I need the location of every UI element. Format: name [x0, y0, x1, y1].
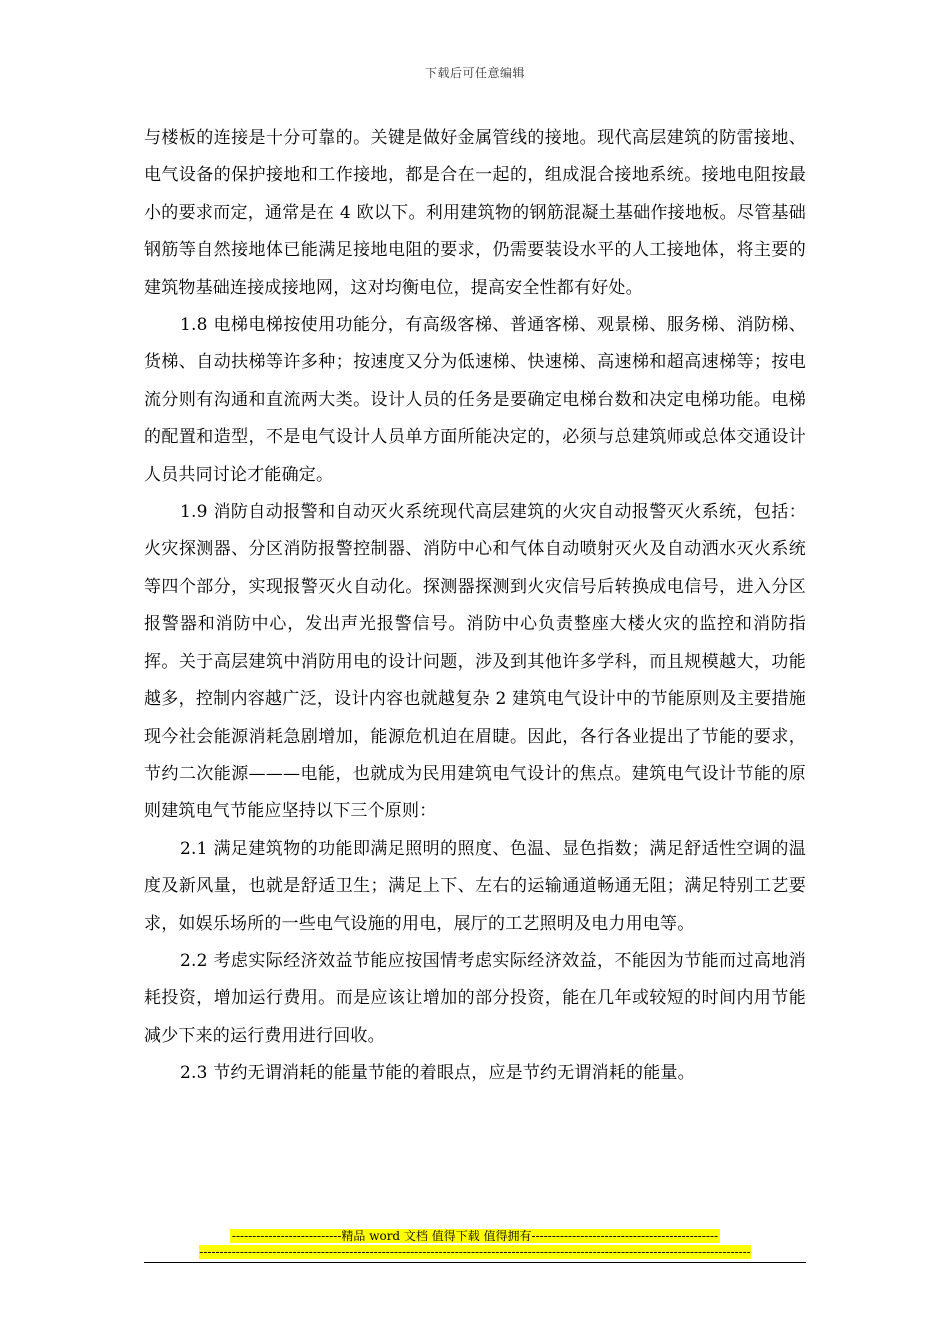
paragraph-grounding: 与楼板的连接是十分可靠的。关键是做好金属管线的接地。现代高层建筑的防雷接地、电气设备的保护接地和工作接地，都是合在一起的，组成混合接地系统。接地电阻按最小的要求而定，通常是在 4 欧以下。利用建筑物的钢筋混凝土基础作接地板。尽管基础钢筋等自然接地体已能满足接地电阻的要求，仍需要装设水平的人工接地体，将主要的建筑物基础连接成接地网，这对均衡电位，提高安全性都有好处。	[144, 128, 806, 298]
paragraph-building-function: 2.1 满足建筑物的功能即满足照明的照度、色温、显色指数；满足舒适性空调的温度及新风量，也就是舒适卫生；满足上下、左右的运输通道畅通无阻；满足特别工艺要求，如娱乐场所的一些电气设施的用电，展厅的工艺照明及电力用电等。	[144, 838, 806, 934]
footer-banner-line1	[144, 1228, 806, 1244]
footer-divider	[144, 1262, 806, 1263]
footer-banner-dashes: ----------------------------------------------------------------------------------------------------------------------------------------	[199, 1245, 751, 1259]
footer-banner	[144, 1228, 806, 1260]
paragraph-economic-benefit: 2.2 考虑实际经济效益节能应按国情考虑实际经济效益，不能因为节能而过高地消耗投资，增加运行费用。而是应该让增加的部分投资，能在几年或较短的时间内用节能减少下来的运行费用进行回收。	[144, 950, 806, 1046]
footer-banner-text: ---------------------------精品 word 文档 值得下载 值得拥有----------------------------------------------	[231, 1229, 719, 1243]
paragraph-save-energy: 2.3 节约无谓消耗的能量节能的着眼点，应是节约无谓消耗的能量。	[180, 1063, 695, 1084]
paragraph-elevator: 1.8 电梯电梯按使用功能分，有高级客梯、普通客梯、观景梯、服务梯、消防梯、货梯、自动扶梯等许多种；按速度又分为低速梯、快速梯、高速梯和超高速梯等；按电流分则有沟通和直流两大类。设计人员的任务是要确定电梯台数和决定电梯功能。电梯的配置和造型，不是电气设计人员单方面所能决定的，必须与总建筑师或总体交通设计人员共同讨论才能确定。	[144, 315, 806, 485]
page-header: 下载后可任意编辑	[424, 66, 525, 80]
paragraph-fire-alarm: 1.9 消防自动报警和自动灭火系统现代高层建筑的火灾自动报警灭火系统，包括：火灾探测器、分区消防报警控制器、消防中心和气体自动喷射灭火及自动洒水灭火系统等四个部分，实现报警灭火自动化。探测器探测到火灾信号后转换成电信号，进入分区报警器和消防中心，发出声光报警信号。消防中心负责整座大楼火灾的监控和消防指挥。关于高层建筑中消防用电的设计问题，涉及到其他许多学科，而且规模越大，功能越多，控制内容越广泛，设计内容也就越复杂 2 建筑电气设计中的节能原则及主要措施现今社会能源消耗急剧增加，能源危机迫在眉睫。因此，各行各业提出了节能的要求，节约二次能源———电能，也就成为民用建筑电气设计的焦点。建筑电气设计节能的原则建筑电气节能应坚持以下三个原则：	[144, 502, 806, 822]
document-body	[144, 120, 806, 1093]
footer-banner-line2	[144, 1244, 806, 1260]
